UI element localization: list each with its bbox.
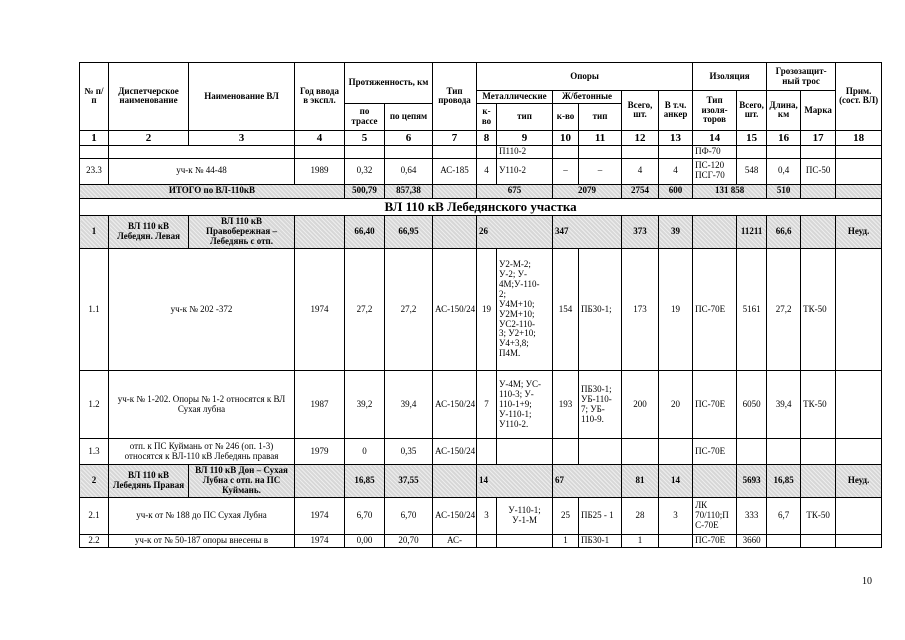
insulator-type-cell: ПФ-70 (693, 145, 737, 158)
dispatch-name: ВЛ 110 кВ Лебедян. Левая (109, 216, 189, 249)
length-route-cell: 0,00 (345, 535, 385, 548)
header-dispatch-name: Диспетчерское наименование (109, 63, 189, 131)
cable-length-cell: 39,4 (767, 371, 801, 439)
support-type-cell: У-4М; УС- 110-3; У- 110-1+9; У-110-1; У110-2. (497, 371, 553, 439)
support-type-cell: У2-М-2; У-2; У- 4М;У-110- 2; У4М+10; У2М+10; УС2-110- 3; У2+10; У4+3,8; П4М. (497, 249, 553, 371)
table-row (80, 498, 882, 535)
length-circuit-cell: 0,64 (385, 158, 433, 184)
insulator-total-cell: 6050 (737, 371, 767, 439)
section-name: уч-к от № 188 до ПС Сухая Лубна (109, 498, 295, 535)
header-concrete-type: тип (579, 103, 622, 130)
concrete-count-cell: 67 (553, 465, 622, 498)
row-number: 23.3 (80, 158, 109, 184)
header-length: Протяженность, км (345, 63, 433, 104)
column-number: 10 (553, 130, 579, 145)
length-circuit-cell: 20,70 (385, 535, 433, 548)
anchor-cell: 19 (659, 249, 693, 371)
length-circuit-cell: 6,70 (385, 498, 433, 535)
year-cell: 1974 (295, 249, 345, 371)
total-length-route: 500,79 (345, 184, 385, 198)
column-number: 15 (737, 130, 767, 145)
header-metal-type: тип (497, 103, 553, 130)
column-number: 1 (80, 130, 109, 145)
insulator-type-cell: ПС-120 ПСГ-70 (693, 158, 737, 184)
total-supports-cell: 81 (622, 465, 659, 498)
insulator-total-cell: 5693 (737, 465, 767, 498)
total-label: ИТОГО по ВЛ-110кВ (80, 184, 345, 198)
header-anchor: В т.ч. анкер (659, 91, 693, 131)
anchor-cell: 39 (659, 216, 693, 249)
cable-length-cell: 6,7 (767, 498, 801, 535)
header-ground-cable: Грозозащит-ный трос (767, 63, 836, 91)
cable-length-cell: 66,6 (767, 216, 801, 249)
dispatch-name: ВЛ 110 кВ Лебедянь Правая (109, 465, 189, 498)
year-cell: 1974 (295, 498, 345, 535)
line-summary-row (80, 465, 882, 498)
header-metal: Металлические (477, 91, 553, 104)
row-number: 2.2 (80, 535, 109, 548)
insulator-total-cell: 333 (737, 498, 767, 535)
table-row (80, 158, 882, 184)
length-circuit-cell: 27,2 (385, 249, 433, 371)
length-route-cell: 66,40 (345, 216, 385, 249)
cable-brand-cell: ПС-50 (801, 158, 836, 184)
insulator-type-cell: ПС-70Е (693, 535, 737, 548)
concrete-count-cell: 25 (553, 498, 579, 535)
section-name: отп. к ПС Куймань от № 246 (оп. 1-3) относятся к ВЛ-110 кВ Лебедянь правая (109, 439, 295, 465)
support-type-cell: У110-2 (497, 158, 553, 184)
line-register-table (79, 62, 882, 548)
header-insulator-total: Всего, шт. (737, 91, 767, 131)
column-number: 3 (189, 130, 295, 145)
header-note: Прим. (сост. ВЛ) (836, 63, 882, 131)
year-cell: 1979 (295, 439, 345, 465)
support-type-cell: П110-2 (497, 145, 553, 158)
year-cell: 1989 (295, 158, 345, 184)
header-line-name: Наименование ВЛ (189, 63, 295, 131)
anchor-cell: 20 (659, 371, 693, 439)
header-concrete-count: к-во (553, 103, 579, 130)
section-name: уч-к от № 50-187 опоры внесены в (109, 535, 295, 548)
total-supports-cell: 1 (622, 535, 659, 548)
header-cable-brand: Марка (801, 91, 836, 131)
table-row (80, 439, 882, 465)
concrete-count-cell: 347 (553, 216, 622, 249)
cable-brand-cell: ТК-50 (801, 249, 836, 371)
header-wire-type: Тип провода (433, 63, 477, 131)
column-number: 12 (622, 130, 659, 145)
concrete-type-cell: ПБ30-1; (579, 249, 622, 371)
cable-brand-cell: ТК-50 (801, 371, 836, 439)
length-route-cell: 6,70 (345, 498, 385, 535)
section-title: ВЛ 110 кВ Лебедянского участка (80, 198, 882, 215)
column-number: 2 (109, 130, 189, 145)
cable-length-cell: 0,4 (767, 158, 801, 184)
concrete-type-cell: ПБ25 - 1 (579, 498, 622, 535)
wire-type-cell: АС-185 (433, 158, 477, 184)
total-anchor: 600 (659, 184, 693, 198)
length-route-cell: 39,2 (345, 371, 385, 439)
cable-brand-cell: ТК-50 (801, 498, 836, 535)
section-name: уч-к № 1-202. Опоры № 1-2 относятся к ВЛ Сухая лубна (109, 371, 295, 439)
row-number: 1.3 (80, 439, 109, 465)
column-number: 13 (659, 130, 693, 145)
header-length-route: по трассе (345, 103, 385, 130)
total-metal: 675 (477, 184, 553, 198)
length-circuit-cell: 66,95 (385, 216, 433, 249)
table-row (80, 249, 882, 371)
section-title-row (80, 198, 882, 215)
anchor-cell: 14 (659, 465, 693, 498)
insulator-total-cell: 5161 (737, 249, 767, 371)
section-name: уч-к № 202 -372 (109, 249, 295, 371)
insulator-type-cell: ПС-70Е (693, 371, 737, 439)
total-row (80, 184, 882, 198)
metal-count-cell: 3 (477, 498, 497, 535)
column-number: 5 (345, 130, 385, 145)
wire-type-cell: АС-150/24 (433, 249, 477, 371)
column-number: 7 (433, 130, 477, 145)
row-number: 2 (80, 465, 109, 498)
insulator-type-cell: ПС-70Е (693, 249, 737, 371)
total-supports-cell: 173 (622, 249, 659, 371)
total-supports-cell: 4 (622, 158, 659, 184)
insulator-type-cell: ПС-70Е (693, 439, 737, 465)
column-number: 6 (385, 130, 433, 145)
metal-count-cell: 4 (477, 158, 497, 184)
length-route-cell: 16,85 (345, 465, 385, 498)
wire-type-cell: АС-150/24 (433, 371, 477, 439)
column-number: 14 (693, 130, 737, 145)
table-row (80, 145, 882, 158)
year-cell: 1987 (295, 371, 345, 439)
note-cell: Неуд. (836, 216, 882, 249)
page-number: 10 (862, 576, 872, 587)
concrete-type-cell: ПБ30-1 (579, 535, 622, 548)
header-insulator-type: Тип изоля-торов (693, 91, 737, 131)
header-insulation: Изоляция (693, 63, 767, 91)
insulator-total-cell: 3660 (737, 535, 767, 548)
column-number: 18 (836, 130, 882, 145)
total-supports-cell: 200 (622, 371, 659, 439)
total-concrete: 2079 (553, 184, 622, 198)
header-number: № п/п (80, 63, 109, 131)
total-insulators: 131 858 (693, 184, 767, 198)
concrete-type-cell: – (579, 158, 622, 184)
row-number: 1 (80, 216, 109, 249)
anchor-cell: 4 (659, 158, 693, 184)
note-cell: Неуд. (836, 465, 882, 498)
insulator-type-cell: ЛК 70/110;П С-70Е (693, 498, 737, 535)
header-concrete: Ж/бетонные (553, 91, 622, 104)
line-name: ВЛ 110 кВ Дон – Сухая Лубна с отп. на ПС Куймань. (189, 465, 295, 498)
column-number-row (80, 130, 882, 145)
wire-type-cell: АС-150/24 (433, 439, 477, 465)
anchor-cell: 3 (659, 498, 693, 535)
length-route-cell: 0 (345, 439, 385, 465)
header-metal-count: к-во (477, 103, 497, 130)
length-route-cell: 27,2 (345, 249, 385, 371)
row-number: 1.2 (80, 371, 109, 439)
concrete-count-cell: 1 (553, 535, 579, 548)
line-summary-row (80, 216, 882, 249)
insulator-total-cell: 548 (737, 158, 767, 184)
section-name: уч-к № 44-48 (109, 158, 295, 184)
total-supports-cell: 28 (622, 498, 659, 535)
header-total-supports: Всего, шт. (622, 91, 659, 131)
concrete-count-cell: 193 (553, 371, 579, 439)
total-cable-length: 510 (767, 184, 801, 198)
concrete-count-cell: 154 (553, 249, 579, 371)
length-circuit-cell: 37,55 (385, 465, 433, 498)
header-row-1 (80, 63, 882, 91)
total-supports-cell: 373 (622, 216, 659, 249)
column-number: 16 (767, 130, 801, 145)
metal-count-cell: 26 (477, 216, 553, 249)
total-supports: 2754 (622, 184, 659, 198)
column-number: 17 (801, 130, 836, 145)
header-supports: Опоры (477, 63, 693, 91)
column-number: 4 (295, 130, 345, 145)
length-circuit-cell: 39,4 (385, 371, 433, 439)
concrete-count-cell: – (553, 158, 579, 184)
wire-type-cell: АС-150/24 (433, 498, 477, 535)
column-number: 8 (477, 130, 497, 145)
row-number: 2.1 (80, 498, 109, 535)
table-row (80, 371, 882, 439)
header-length-circuit: по цепям (385, 103, 433, 130)
cable-length-cell: 16,85 (767, 465, 801, 498)
length-route-cell: 0,32 (345, 158, 385, 184)
length-circuit-cell: 0,35 (385, 439, 433, 465)
wire-type-cell: АС- (433, 535, 477, 548)
cable-length-cell: 27,2 (767, 249, 801, 371)
header-cable-length: Длина, км (767, 91, 801, 131)
row-number: 1.1 (80, 249, 109, 371)
total-length-circuit: 857,38 (385, 184, 433, 198)
year-cell: 1974 (295, 535, 345, 548)
concrete-type-cell: ПБ30-1; УБ-110- 7; УБ- 110-9. (579, 371, 622, 439)
support-type-cell: У-110-1; У-1-М (497, 498, 553, 535)
metal-count-cell: 14 (477, 465, 553, 498)
insulator-total-cell: 11211 (737, 216, 767, 249)
metal-count-cell: 19 (477, 249, 497, 371)
table-row (80, 535, 882, 548)
column-number: 11 (579, 130, 622, 145)
line-name: ВЛ 110 кВ Правобережная – Лебедянь с отп. (189, 216, 295, 249)
column-number: 9 (497, 130, 553, 145)
metal-count-cell: 7 (477, 371, 497, 439)
header-year: Год ввода в экспл. (295, 63, 345, 131)
